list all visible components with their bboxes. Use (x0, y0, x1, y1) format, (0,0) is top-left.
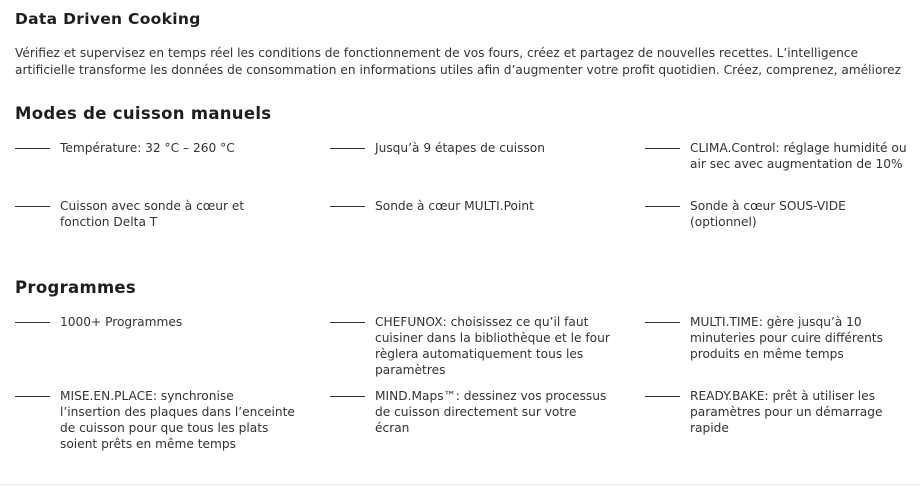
section-heading-manual: Modes de cuisson manuels (15, 104, 272, 123)
feature-text: Sonde à cœur SOUS-VIDE (optionnel) (690, 199, 846, 229)
feature-text: MULTI.TIME: gère jusqu’à 10 minuteries pour cuire différents produits en même temps (690, 315, 883, 361)
dash-bullet (330, 148, 365, 149)
feature-text: CHEFUNOX: choisissez ce qu’il faut cuisiner dans la bibliothèque et le four règlera automatiquement tous les paramètres (375, 315, 610, 377)
dash-bullet (15, 396, 50, 397)
section-heading-programs: Programmes (15, 278, 137, 297)
dash-bullet (15, 322, 50, 323)
feature-text: Sonde à cœur MULTI.Point (375, 199, 534, 213)
bottom-divider (0, 484, 920, 485)
dash-bullet (645, 148, 680, 149)
feature-text: Cuisson avec sonde à cœur et fonction Delta T (60, 199, 245, 229)
dash-bullet (330, 396, 365, 397)
dash-bullet (645, 396, 680, 397)
dash-bullet (645, 206, 680, 207)
dash-bullet (330, 322, 365, 323)
dash-bullet (15, 148, 50, 149)
dash-bullet (330, 206, 365, 207)
feature-text: Température: 32 °C – 260 °C (60, 141, 235, 155)
feature-text: MISE.EN.PLACE: synchronise l’insertion des plaques dans l’enceinte de cuisson pour que tous les plats soient prêts en même temps (60, 389, 295, 451)
feature-text: Jusqu’à 9 étapes de cuisson (375, 141, 545, 155)
dash-bullet (15, 206, 50, 207)
intro-paragraph: Vérifiez et supervisez en temps réel les conditions de fonctionnement de vos fours, créez et partagez de nouvelles recettes. L’intelligence artificielle transforme les données de consommation en informations utiles afin d’augmenter votre profit quotidien. Créez, comprenez, améliorez (15, 46, 902, 77)
feature-text: READY.BAKE: prêt à utiliser les paramètres pour un démarrage rapide (690, 389, 883, 435)
dash-bullet (645, 322, 680, 323)
feature-text: MIND.Maps™: dessinez vos processus de cuisson directement sur votre écran (375, 389, 607, 435)
feature-text: 1000+ Programmes (60, 315, 183, 329)
feature-text: CLIMA.Control: réglage humidité ou air sec avec augmentation de 10% (690, 141, 907, 171)
page-title: Data Driven Cooking (15, 10, 201, 28)
